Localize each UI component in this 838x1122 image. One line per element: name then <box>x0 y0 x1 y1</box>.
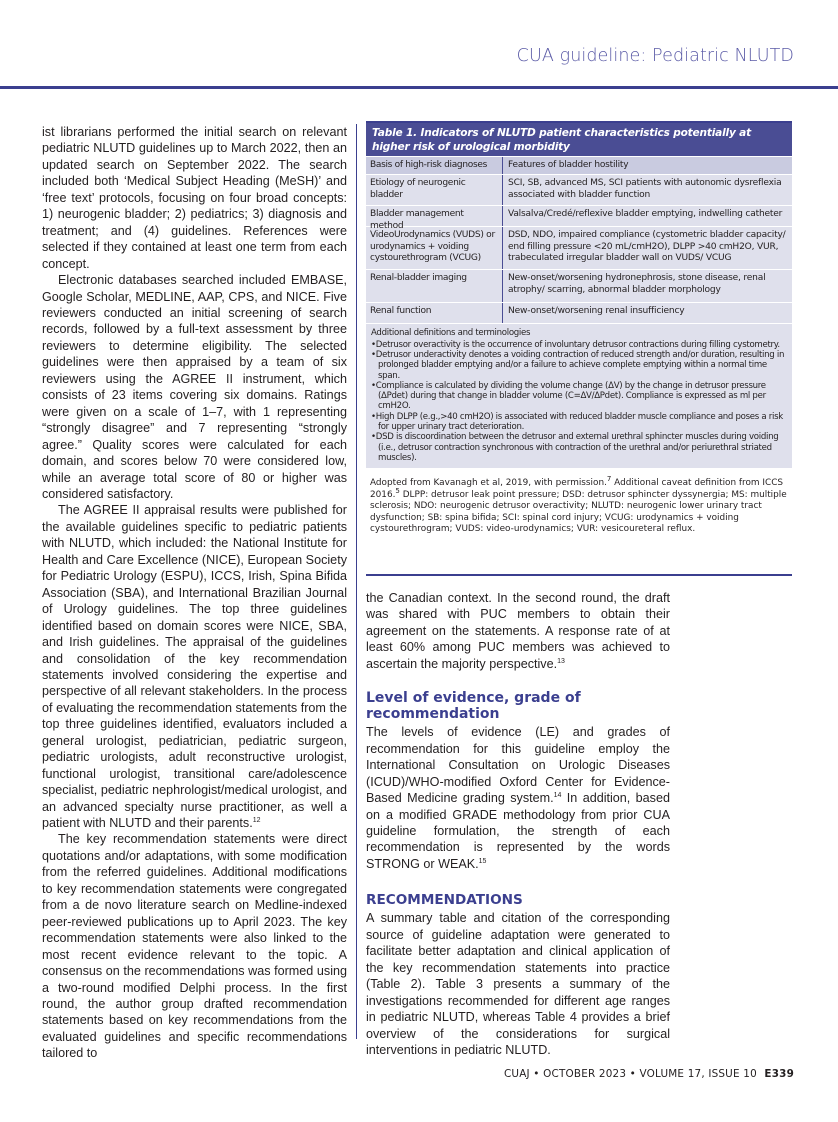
table-row <box>366 226 792 269</box>
definition-item: •High DLPP (e.g.,>40 cmH2O) is associated with reduced bladder muscle compliance and poses a risk for upper urinary tract deterioration. <box>371 411 783 433</box>
page-number: E339 <box>764 1068 794 1080</box>
paragraph: The AGREE II appraisal results were published for the available guidelines specific to pediatric patients with NLUTD, which included: the National Institute for Health and Care Excellence (NICE), European Society for Pediatric Urology (ESPU), ICCS, Irish, Spina Bifida Association (SBA), and International Brazilian Journal of Urology guidelines. The top three guidelines identified based on domain scores were NICE, SBA, and Irish guidelines. The appraisal of the guidelines and consolidation of the key recommendation statements involved considering the expertise and perspective of all relevant stakeholders. In the process of evaluating the recommendation statements from the top three guidelines identified, evaluators included a general urologist, pediatrician, pediatric surgeon, pediatric urologists, adult reconstructive urologist, functional urologist, transitional care/adolescence specialist, pediatric nephrologist/medical urologist, and an advanced specialty nurse practitioner, as well a patient with NLUTD and their parents.$^{12}$ <box>42 503 347 831</box>
paragraph: The key recommendation statements were direct quotations and/or adaptations, with some modification from the referred guidelines. Additional modifications to key recommendation statements were congregated from a de novo literature search on Medline-indexed peer-reviewed publications up to April 2023. The key recommendation statements were also linked to the most recent evidence relevant to the topic. A consensus on the recommendations was formed using a two-round modified Delphi process. In the first round, the author group drafted recommendation statements based on key recommendations from the evaluated guidelines and specific recommendations tailored to <box>42 832 347 1061</box>
definition-item: •Compliance is calculated by dividing the volume change (ΔV) by the change in detrusor pressure (ΔPdet) during that change in bladder volume (C=ΔV/ΔPdet). Compliance is expressed as ml per cmH2O. <box>371 380 766 412</box>
citation: 13 <box>557 657 565 665</box>
journal-info: CUAJ • OCTOBER 2023 • VOLUME 17, ISSUE 10 <box>503 1068 757 1080</box>
table-cell: DSD, NDO, impaired compliance (cystometric bladder capacity/ end filling pressure <20 mL/cmH2O), DLPP >40 cmH2O, VUR, trabeculated irregular bladder wall on VUDS/ VCUG <box>508 230 786 264</box>
table-row <box>366 302 792 323</box>
table-1 <box>366 121 792 576</box>
table-cell: Etiology of neurogenic bladder <box>366 175 503 205</box>
table-cell: Valsalva/Credé/reflexive bladder emptying, indwelling catheter <box>508 209 783 220</box>
table-cell: Bladder management method <box>366 206 503 226</box>
table-row <box>366 269 792 302</box>
table-title: Table 1. Indicators of NLUTD patient characteristics potentially at higher risk of urological morbidity <box>366 123 792 156</box>
table-row <box>366 174 792 205</box>
citation: 12 <box>252 816 261 824</box>
definition-item: •Detrusor underactivity denotes a voiding contraction of reduced strength and/or duration, resulting in prolonged bladder emptying and/or a failure to achieve complete emptying within a normal time span. <box>371 350 785 381</box>
paragraph: A summary table and citation of the corresponding source of guideline adaptation were generated to facilitate better adaptation and clinical application of the key recommendation statements into practice (Table 2). Table 3 presents a summary of the investigations recommended for different age ranges in pediatric NLUTD, whereas Table 4 provides a brief overview of the considerations for surgical interventions in pediatric NLUTD. <box>366 911 670 1057</box>
paragraph: ist librarians performed the initial search on relevant pediatric NLUTD guidelines up to March 2022, then an updated search on September 2022. The search included both ‘Medical Subject Heading (MeSH)’ and ‘free text’ protocols, focusing on four broad concepts: 1) neurogenic bladder; 2) pediatrics; 3) diagnosis and treatment; and (4) guidelines. References were selected if they contained at least one term from each concept. <box>42 125 347 271</box>
table-header-cell: Basis of high-risk diagnoses <box>366 157 503 174</box>
table-header-row <box>366 156 792 174</box>
paragraph: Electronic databases searched included EMBASE, Google Scholar, MEDLINE, AAP, CPS, and NICE. Five reviewers conducted an initial screening of search records, followed by a full-text assessment by three reviewers to determine eligibility. The selected guidelines were then appraised by a team of six reviewers using the AGREE II instrument, which consists of 23 items covering six domains. Ratings were given on a scale of 1–7, with 1 representing “strongly disagree” and 7 representing “strongly agree.” Quality scores were calculated for each domain, and scores below 70 were considered low, while an average total score of 80 or higher was considered satisfactory. <box>42 273 347 501</box>
column-divider <box>356 124 357 1039</box>
table-cell: New-onset/worsening hydronephrosis, stone disease, renal atrophy/ scarring, abnormal bladder morphology <box>508 273 766 295</box>
definitions-title: Additional definitions and terminologies <box>371 328 531 339</box>
right-column <box>366 590 670 1058</box>
table-cell: Renal function <box>366 303 503 323</box>
left-column <box>42 124 347 1062</box>
table-cell: Renal-bladder imaging <box>366 270 503 302</box>
table-definitions <box>366 323 792 468</box>
definition-item: •DSD is discoordination between the detrusor and external urethral sphincter muscles during voiding (i.e., detrusor contraction synchronous with contraction of the urethral and/or periurethral striated muscles). <box>371 432 779 463</box>
section-heading: RECOMMENDATIONS <box>366 892 523 909</box>
running-header: CUA guideline: Pediatric NLUTD <box>516 46 794 66</box>
section-heading: Level of evidence, grade of recommendation <box>366 690 581 723</box>
table-header-cell: Features of bladder hostility <box>508 160 629 170</box>
table-cell: New-onset/worsening renal insufficiency <box>508 306 685 317</box>
table-footnote: Adopted from Kavanagh et al, 2019, with permission.$^7$ Additional caveat definition from ICCS 2016.$^5$ DLPP: detrusor leak point pressure; DSD: detrusor sphincter dyssynergia; MS: multiple sclerosis; NDO: neurogenic detrusor overactivity; NLUTD: neurogenic lower urinary tract dysfunction; SB: spina bifida; SCI: spinal cord injury; VCUG: urodynamics + voiding cystourethrogram; VUDS: video-urodynamics; VUR: vesicoureteral reflux. <box>370 475 787 535</box>
definition-item: •Detrusor overactivity is the occurrence of involuntary detrusor contractions during filling cystometry. <box>371 339 780 350</box>
header-rule <box>0 86 838 89</box>
table-cell: VideoUrodynamics (VUDS) or urodynamics + voiding cystourethrogram (VCUG) <box>366 227 503 269</box>
paragraph: The levels of evidence (LE) and grades of recommendation for this guideline employ the International Consultation on Urologic Diseases (ICUD)/WHO-modified Oxford Center for Evidence-Based Medicine grading system.$^{14}$ In addition, based on a modified GRADE methodology from prior CUA guideline formulation, the strength of each recommendation is represented by the words STRONG or WEAK.$^{15}$ <box>366 725 670 871</box>
page-footer <box>504 1068 794 1080</box>
paragraph: the Canadian context. In the second round, the draft was shared with PUC members to obtain their agreement on the statements. A response rate of at least 60% among PUC members was achieved to ascertain the majority perspective.$^{13}$ <box>366 591 670 671</box>
table-cell: SCI, SB, advanced MS, SCI patients with autonomic dysreflexia associated with bladder function <box>508 178 782 200</box>
table-row <box>366 205 792 231</box>
